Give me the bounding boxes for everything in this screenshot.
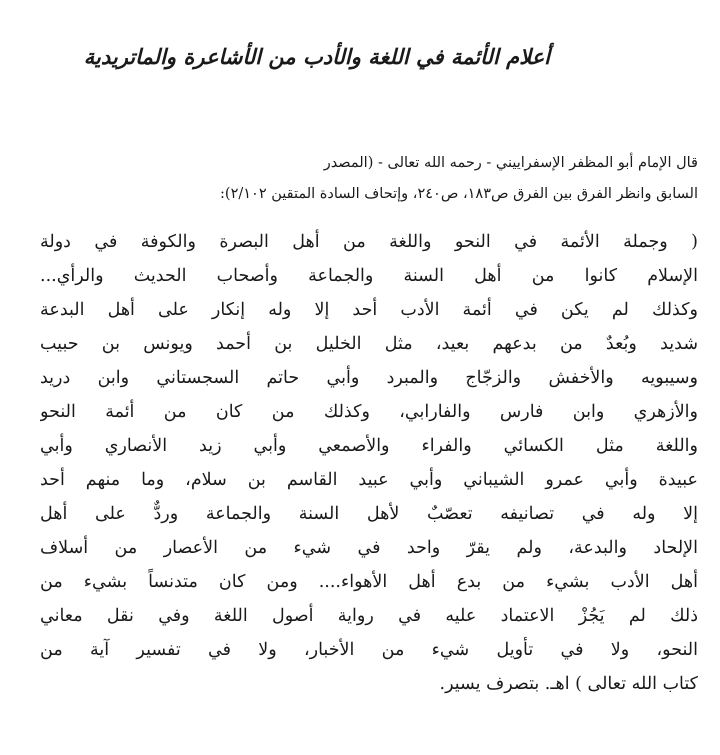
passage-line: الإسلام كانوا من أهل السنة والجماعة وأصحاب الحديث والرأي...	[40, 266, 698, 286]
passage-line: ( وجملة الأئمة في النحو واللغة من أهل البصرة والكوفة في دولة	[40, 232, 698, 252]
quoted-passage	[40, 225, 698, 701]
passage-line: واللغة مثل الكسائي والفراء والأصمعي وأبي زيد الأنصاري وأبي	[40, 436, 698, 456]
intro-line: السابق وانظر الفرق بين الفرق ص١٨٣، ص٢٤٠، وإتحاف السادة المتقين ٢/١٠٢):	[220, 186, 698, 202]
passage-line: إلا وله في تصانيفه تعصّبٌ لأهل السنة والجماعة وردٌّ على أهل	[40, 504, 698, 524]
passage-line: والأزهري وابن فارس والفارابي، وكذلك من كان من أئمة النحو	[40, 402, 698, 422]
passage-line: النحو، ولا في تأويل شيء من الأخبار، ولا في تفسير آية من	[40, 640, 698, 660]
passage-line: الإلحاد والبدعة، ولم يقرّ واحد في شيء من الأعصار من أسلاف	[40, 538, 698, 558]
intro-line: قال الإمام أبو المظفر الإسفراييني - رحمه الله تعالى - (المصدر	[323, 155, 698, 171]
passage-line: شديد وبُعدٌ من بدعهم بعيد، مثل الخليل بن أحمد ويونس بن حبيب	[40, 334, 698, 354]
passage-line: وسيبويه والأخفش والزجّاج والمبرد وأبي حاتم السجستاني وابن دريد	[40, 368, 698, 388]
passage-line: كتاب الله تعالى ) اهـ. بتصرف يسير.	[439, 674, 698, 694]
intro-paragraph	[100, 148, 698, 210]
passage-line: عبيدة وأبي عمرو الشيباني وأبي عبيد القاسم بن سلام، وما منهم أحد	[40, 470, 698, 490]
passage-line: وكذلك لم يكن في أئمة الأدب أحد إلا وله إنكار على أهل البدعة	[40, 300, 698, 320]
passage-line: أهل الأدب بشيء من بدع أهل الأهواء.... ومن كان متدنساً بشيء من	[40, 572, 698, 592]
passage-line: ذلك لم يَجُزْ الاعتماد عليه في رواية أصول اللغة وفي نقل معاني	[40, 606, 698, 626]
running-header-title: أعلام الأئمة في اللغة والأدب من الأشاعرة والماتريدية	[83, 44, 550, 69]
